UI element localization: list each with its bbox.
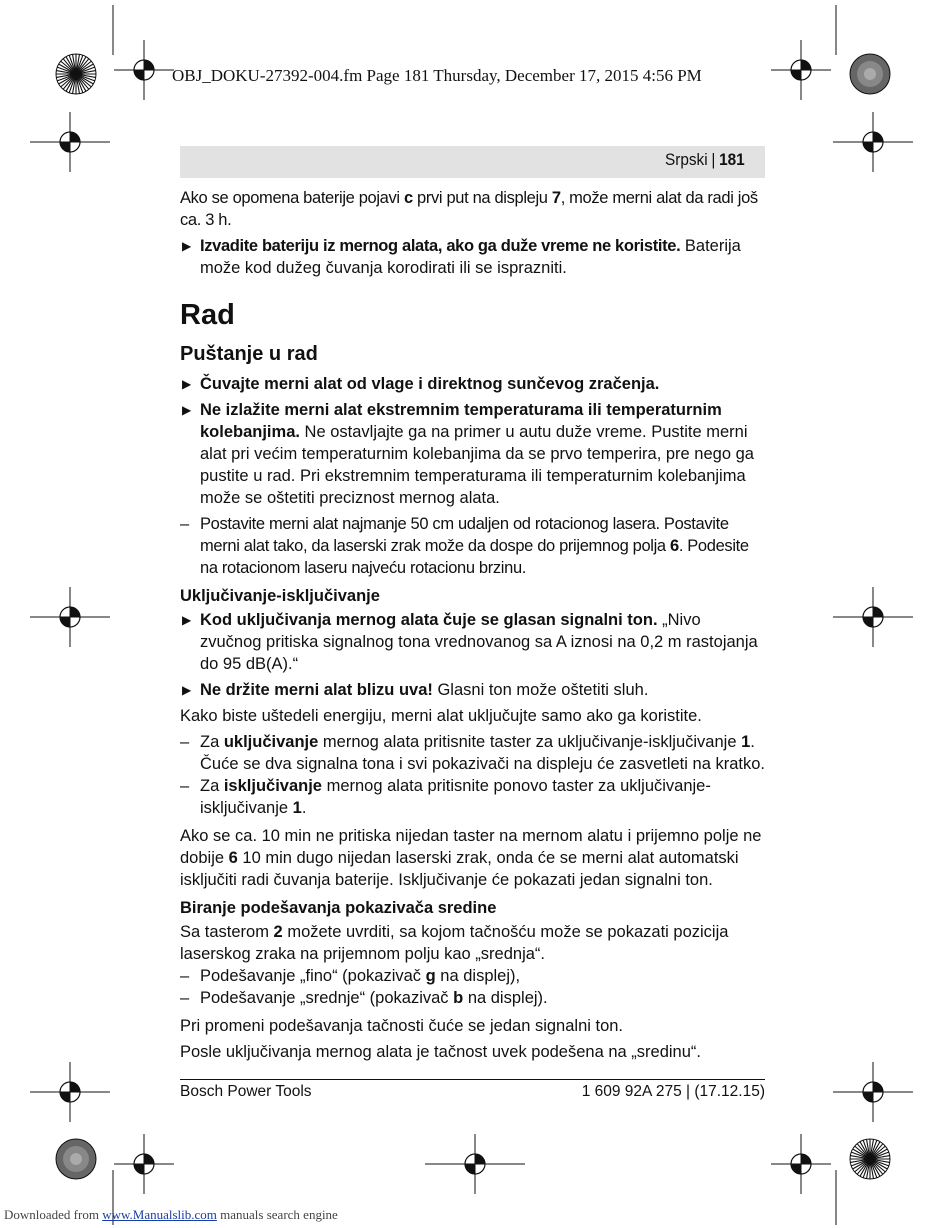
center-setting-paragraph: Sa tasterom 2 možete uvrditi, sa kojom tačnošću može se pokazati pozicija laserskog zraka na prijemnom polju kao „srednja“. bbox=[180, 923, 729, 963]
dash-medium: – Podešavanje „srednje“ (pokazivač b na displej). bbox=[180, 989, 548, 1007]
crosshair-bottom-right bbox=[771, 1134, 831, 1194]
dash-setup: – Postavite merni alat najmanje 50 cm udaljen od rotacionog lasera. Postavite merni alat tako, da laserski zrak može da dospe do prijemnog polja 6. Podesite na rotacionom laseru najveću rotacionu brzinu. bbox=[180, 515, 749, 577]
crosshair-left-lower bbox=[30, 1062, 110, 1122]
header-text bbox=[665, 151, 745, 170]
dash-fine: – Podešavanje „fino“ (pokazivač g na displej), bbox=[180, 967, 521, 985]
header-language: Srpski bbox=[665, 151, 708, 169]
subsection-title: Puštanje u rad bbox=[180, 343, 318, 365]
dash-switch-off: – Za isključivanje mernog alata pritisnite ponovo taster za uključivanje-isključivanje 1. bbox=[180, 777, 711, 817]
section-title: Rad bbox=[180, 299, 235, 331]
page-number: 181 bbox=[719, 151, 745, 169]
bullet-signal-tone: ▶ Kod uključivanja mernog alata čuje se glasan signalni ton. „Nivo zvučnog pritiska signalnog tona vrednovanog sa A iznosi na 0,2 m rastojanja do 95 dB(A).“ bbox=[182, 611, 758, 673]
crosshair-bottom-left bbox=[114, 1134, 174, 1194]
crosshair-left-middle bbox=[30, 587, 110, 647]
dash-bullet: – bbox=[180, 989, 190, 1007]
crosshair-right-upper bbox=[833, 112, 913, 172]
crosshair-top-right bbox=[771, 40, 831, 100]
bullet-temperature: ▶ Ne izlažite merni alat ekstremnim temperaturama ili temperaturnim kolebanjima. Ne ostavljajte ga na primer u autu duže vreme. Pustite merni alat pri većim temperaturnim kolebanjima da se prvo temperira, pre nego ga pustite u rad. Pri ekstremnim temperaturama ili temperaturnim kolebanjima može se oštetiti preciznost mernog alata. bbox=[182, 401, 754, 507]
crosshair-bottom-center bbox=[425, 1134, 525, 1194]
auto-off-paragraph: Ako se ca. 10 min ne pritiska nijedan taster na mernom alatu i prijemno polje ne dobije 6 10 min dugo nijedan laserski zrak, onda će se merni alat automatski isključiti radi čuvanja baterije. Isključivanje će pokazati jedan signalni ton. bbox=[180, 827, 762, 889]
download-notice: Downloaded from www.Manualslib.com manuals search engine bbox=[4, 1207, 338, 1222]
crosshair-right-middle bbox=[833, 587, 913, 647]
triangle-bullet-icon: ▶ bbox=[182, 377, 192, 391]
footer-rule bbox=[180, 1079, 765, 1080]
default-paragraph: Posle uključivanja mernog alata je tačnost uvek podešena na „sredinu“. bbox=[180, 1043, 701, 1061]
triangle-bullet-icon: ▶ bbox=[182, 683, 192, 697]
star-target-bottom-right bbox=[848, 1137, 892, 1181]
crosshair-right-lower bbox=[833, 1062, 913, 1122]
bullet-moisture: ▶ Čuvajte merni alat od vlage i direktnog sunčevog zračenja. bbox=[182, 375, 660, 393]
heading-center-indicator: Biranje podešavanja pokazivača sredine bbox=[180, 899, 497, 917]
star-target-top-right bbox=[848, 52, 892, 96]
page-header bbox=[180, 146, 765, 178]
heading-on-off: Uključivanje-isključivanje bbox=[180, 587, 380, 605]
manualslib-link[interactable]: www.Manualslib.com bbox=[102, 1207, 217, 1222]
triangle-bullet-icon: ▶ bbox=[182, 613, 192, 627]
crosshair-left-upper bbox=[30, 112, 110, 172]
battery-warning-paragraph: Ako se opomena baterije pojavi c prvi put na displeju 7, može merni alat da radi još ca. 3 h. bbox=[180, 189, 758, 229]
bullet-ear-warning: ▶ Ne držite merni alat blizu uva! Glasni ton može oštetiti sluh. bbox=[182, 681, 649, 699]
dash-bullet: – bbox=[180, 967, 190, 985]
star-target-bottom-left bbox=[54, 1137, 98, 1181]
star-target-top-left bbox=[54, 52, 98, 96]
dash-bullet: – bbox=[180, 515, 189, 533]
bullet-remove-battery: ▶ Izvadite bateriju iz mernog alata, ako ga duže vreme ne koristite. Baterija može kod dužeg čuvanja korodirati ili se isprazniti. bbox=[182, 237, 741, 277]
footer-doc-number: 1 609 92A 275 | (17.12.15) bbox=[581, 1083, 765, 1100]
triangle-bullet-icon: ▶ bbox=[182, 239, 192, 253]
dash-bullet: – bbox=[180, 777, 190, 795]
dash-bullet: – bbox=[180, 733, 190, 751]
crosshair-top-left bbox=[114, 40, 174, 100]
footer-brand: Bosch Power Tools bbox=[180, 1083, 312, 1100]
main-content bbox=[180, 187, 765, 1067]
header-separator: | bbox=[711, 151, 716, 169]
energy-paragraph: Kako biste uštedeli energiju, merni alat uključujte samo ako ga koristite. bbox=[180, 707, 702, 725]
print-slug: OBJ_DOKU-27392-004.fm Page 181 Thursday, December 17, 2015 4:56 PM bbox=[172, 66, 702, 85]
dash-switch-on: – Za uključivanje mernog alata pritisnite taster za uključivanje-isključivanje 1. Čuće se dva signalna tona i svi pokazivači na displeju će zasvetleti na kratko. bbox=[180, 733, 765, 773]
change-paragraph: Pri promeni podešavanja tačnosti čuće se jedan signalni ton. bbox=[180, 1017, 624, 1035]
triangle-bullet-icon: ▶ bbox=[182, 403, 192, 417]
